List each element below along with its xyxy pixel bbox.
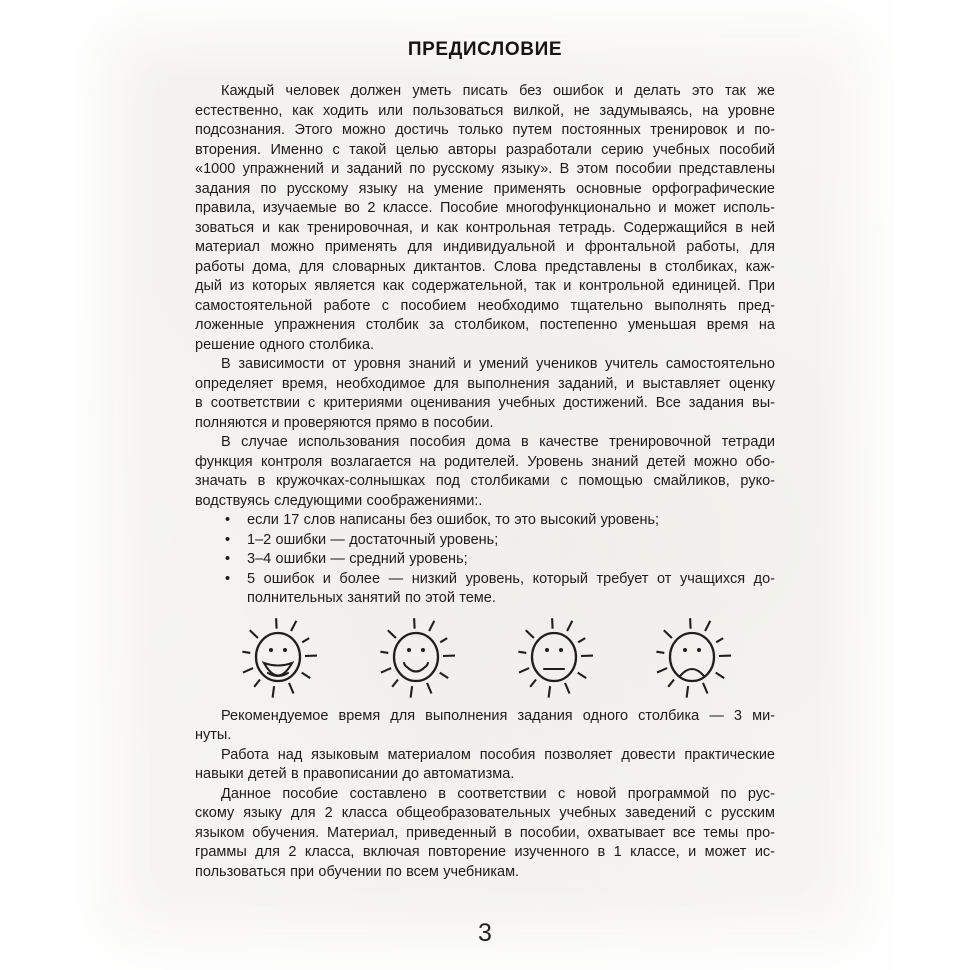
sun-ray: [291, 620, 296, 630]
text-line: задания по русскому языку на умение применять основные орфографические: [195, 180, 775, 197]
sun-face-smiling-icon: [368, 611, 464, 707]
paragraphs-top: [195, 82, 775, 511]
text-line: навыки детей в правописании до автоматизма.: [195, 766, 515, 782]
sun-ray: [519, 668, 529, 673]
sun-eye: [407, 648, 411, 652]
text-line: дый из которых является как содержательной, так и контрольной единицей. При: [195, 278, 775, 294]
bullet-item: [195, 511, 775, 531]
sun-ray: [664, 630, 672, 638]
sun-ray: [526, 630, 534, 638]
sun-ray: [657, 668, 667, 673]
text-line: решение одного столбика.: [195, 336, 375, 353]
sun-ray: [552, 618, 553, 629]
sun-eye: [283, 648, 287, 652]
sun-ray: [273, 686, 275, 698]
sun-ray: [414, 618, 415, 629]
bullet-list: [195, 511, 775, 609]
sun-ray: [427, 682, 432, 693]
sun-ray: [690, 618, 691, 629]
text-line: значать в кружочках-солнышках под столбиками с помощью смайликов, руко-: [195, 473, 775, 489]
sun-ray: [518, 651, 526, 652]
text-line: в соответствии с критериями оценивания учебных достижений. Все задания вы-: [195, 395, 775, 411]
text-line: зоваться и как тренировочная, и как контрольная тетрадь. Содержащийся в ней: [195, 219, 775, 236]
sun-ray: [380, 651, 388, 652]
sun-ray: [578, 672, 587, 678]
bullet-text-line: 3–4 ошибки — средний уровень;: [247, 551, 468, 567]
text-line: подсознания. Этого можно достичь только путем постоянных тренировок и по-: [195, 122, 775, 138]
sun-mouth-sad: [680, 669, 704, 676]
paragraph: [195, 355, 775, 433]
text-line: пользоваться при обучении по всем учебникам.: [195, 863, 520, 880]
sun-ray: [381, 668, 391, 673]
sun-ray: [567, 620, 572, 630]
bullet-text-line: если 17 слов написаны без ошибок, то это высокий уровень;: [247, 512, 660, 528]
sun-ray: [276, 618, 277, 629]
sun-ray: [549, 686, 551, 698]
preface-body: [195, 82, 775, 882]
text-line: В случае использования пособия дома в качестве тренировочной тетради: [221, 434, 775, 450]
text-line: скому языку для 2 класса общеобразовательных учебных заведений с русским: [195, 805, 775, 821]
sun-ray: [565, 682, 570, 693]
sun-ray: [242, 651, 250, 652]
sun-ray: [302, 638, 309, 642]
bullet-icon: •: [225, 512, 231, 528]
sun-eye: [559, 648, 563, 652]
text-line: водствуясь следующими соображениями:.: [195, 492, 483, 509]
paragraphs-bottom: [195, 707, 775, 883]
text-line: Каждый человек должен уметь писать без ошибок и делать это так же: [221, 83, 775, 99]
text-line: самостоятельной работе с пособием необходимо тщательно выполнять пред-: [195, 297, 775, 314]
sun-ray: [578, 638, 585, 642]
text-line: «1000 упражнений и заданий по русскому языку». В этом пособии представлены: [195, 161, 775, 177]
sun-ray: [716, 672, 725, 678]
smiley-row: [195, 611, 775, 707]
sun-eye: [421, 648, 425, 652]
paragraph: [195, 82, 775, 355]
sun-ray: [289, 682, 294, 693]
sun-ray: [703, 682, 708, 693]
page-number: 3: [478, 919, 492, 947]
sun-ray: [429, 620, 434, 630]
text-line: функция контроля возлагается на родителей. Уровень знаний детей можно обо-: [195, 453, 775, 470]
bullet-item: [195, 531, 775, 551]
sun-ray: [705, 620, 710, 630]
sun-face-neutral-icon: [506, 611, 602, 707]
text-line: материал можно применять для индивидуальной и фронтальной работы, для: [195, 239, 775, 255]
sun-ray: [243, 668, 253, 673]
sun-ray: [388, 630, 396, 638]
sun-ray: [440, 672, 449, 678]
bullet-icon: •: [225, 570, 231, 587]
text-line: Данное пособие составлено в соответствии с новой программой по рус-: [221, 785, 775, 802]
sun-eye: [683, 648, 687, 652]
page-content: [195, 0, 775, 882]
bullet-text-line: полнительных занятий по этой теме.: [247, 590, 496, 606]
text-line: работы дома, для словарных диктантов. Слова представлены в столбиках, каж-: [195, 258, 775, 275]
sun-ray: [250, 630, 258, 638]
sun-ray: [302, 672, 311, 678]
sun-ray: [530, 679, 536, 686]
text-line: вторения. Именно с такой целью авторы разработали серию учебных пособий: [195, 141, 775, 158]
sun-face-laughing-icon: [230, 611, 326, 707]
text-line: естественно, как ходить или пользоваться вилкой, не задумываясь, на уровне: [195, 102, 775, 119]
text-line: языком обучения. Материал, приведенный в пособии, охватывает все темы про-: [195, 824, 775, 841]
sun-eye: [545, 648, 549, 652]
sun-eye: [697, 648, 701, 652]
sun-ray: [656, 651, 664, 652]
paragraph: [195, 707, 775, 746]
sun-mouth-smiling: [404, 663, 428, 672]
text-line: ложенные упражнения столбик за столбиком, постепенно уменьшая время на: [195, 317, 775, 333]
sun-ray: [687, 686, 689, 698]
text-line: полняются и проверяются прямо в пособии.: [195, 414, 494, 431]
text-line: граммы для 2 класса, включая повторение изученного в 1 классе, и может ис-: [195, 844, 775, 860]
sun-ray: [411, 686, 413, 698]
text-line: Работа над языковым материалом пособия позволяет довести практические: [221, 746, 775, 763]
sun-face-sad-icon: [644, 611, 740, 707]
sun-eye: [269, 648, 273, 652]
bullet-item: [195, 570, 775, 609]
paragraph: [195, 746, 775, 785]
bullet-item: [195, 550, 775, 570]
text-line: правила, изучаемые во 2 классе. Пособие многофункционально и может исполь-: [195, 200, 775, 216]
sun-ray: [392, 679, 398, 686]
text-line: В зависимости от уровня знаний и умений учеников учитель самостоятельно: [221, 356, 775, 372]
paragraph: [195, 433, 775, 511]
bullet-text-line: 1–2 ошибки — достаточный уровень;: [247, 531, 499, 548]
text-line: определяет время, необходимое для выполнения заданий, и выставляет оценку: [195, 375, 775, 392]
paragraph: [195, 785, 775, 883]
bullet-text-line: 5 ошибок и более — низкий уровень, который требует от учащихся до-: [247, 570, 775, 587]
sun-ray: [668, 679, 674, 686]
sun-ray: [254, 679, 260, 686]
sun-ray: [716, 638, 723, 642]
text-line: Рекомендуемое время для выполнения задания одного столбика — 3 ми-: [221, 707, 775, 724]
text-line: нуты.: [195, 727, 232, 743]
sun-ray: [440, 638, 447, 642]
bullet-icon: •: [225, 551, 231, 567]
page-title: ПРЕДИСЛОВИЕ: [407, 39, 563, 60]
bullet-icon: •: [225, 531, 231, 548]
